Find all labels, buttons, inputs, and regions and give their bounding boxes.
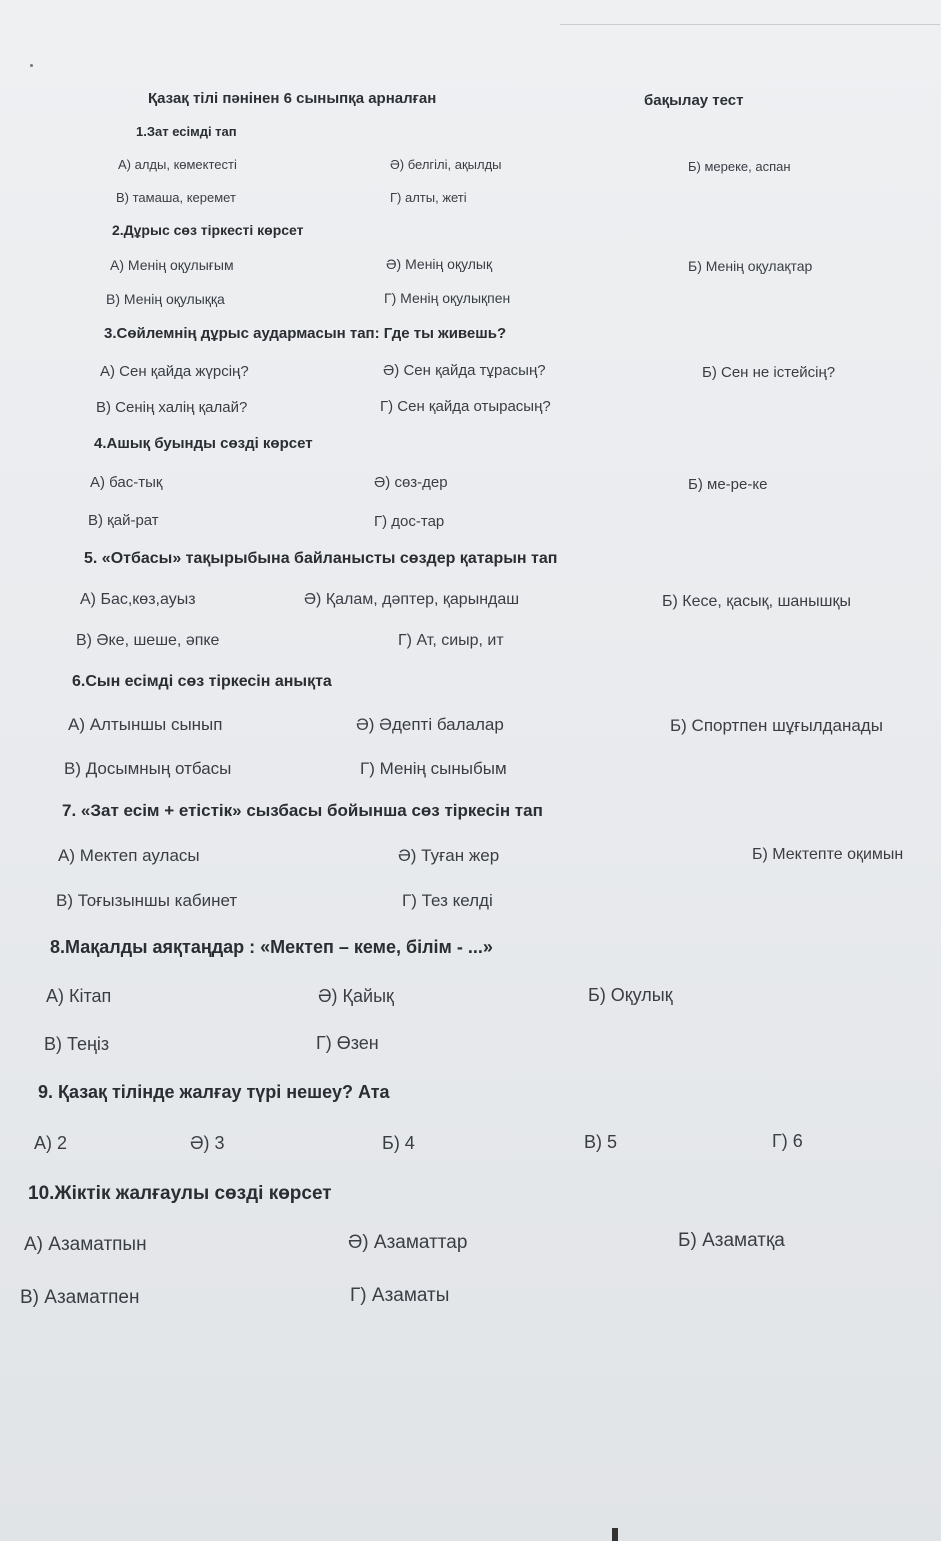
- question-4: 4.Ашық буынды сөзді көрсет: [94, 435, 313, 452]
- q5-option-v: В) Әке, шеше, әпке: [76, 632, 220, 649]
- question-5: 5. «Отбасы» тақырыбына байланысты сөздер қатарын тап: [84, 550, 558, 567]
- q6-option-v: В) Досымның отбасы: [64, 759, 232, 778]
- question-9: 9. Қазақ тілінде жалғау түрі нешеу? Ата: [38, 1082, 390, 1102]
- q10-option-v: В) Азаматпен: [20, 1287, 140, 1308]
- q3-option-a: А) Сен қайда жүрсің?: [100, 363, 249, 380]
- question-8: 8.Мақалды аяқтаңдар : «Мектеп – кеме, білім - ...»: [50, 937, 493, 957]
- q1-option-v: В) тамаша, керемет: [116, 190, 236, 205]
- question-2: 2.Дұрыс сөз тіркесті көрсет: [112, 222, 304, 238]
- q7-option-v: В) Тоғызыншы кабинет: [56, 891, 238, 910]
- q10-option-g: Г) Азаматы: [350, 1285, 450, 1306]
- q3-option-v: В) Сенің халің қалай?: [96, 399, 248, 416]
- q4-option-ae: Ә) сөз-дер: [374, 474, 448, 491]
- q3-option-g: Г) Сен қайда отырасың?: [380, 398, 551, 415]
- q8-option-g: Г) Өзен: [316, 1033, 379, 1053]
- q7-option-ae: Ә) Туған жер: [398, 846, 500, 865]
- page-edge-line: [560, 24, 940, 25]
- q4-option-g: Г) дос-тар: [374, 513, 445, 530]
- q9-option-v: В) 5: [584, 1132, 618, 1152]
- q8-option-b: Б) Оқулық: [588, 985, 673, 1005]
- q3-option-b: Б) Сен не істейсің?: [702, 364, 836, 381]
- q7-option-a: А) Мектеп ауласы: [58, 846, 200, 865]
- question-1: 1.Зат есімді тап: [136, 124, 237, 139]
- q6-option-a: А) Алтыншы сынып: [68, 715, 223, 734]
- q6-option-g: Г) Менің сыныбым: [360, 759, 507, 778]
- q2-option-ae: Ә) Менің оқулық: [386, 256, 493, 272]
- q1-option-a: А) алды, көмектесті: [118, 157, 237, 172]
- question-7: 7. «Зат есім + етістік» сызбасы бойынша сөз тіркесін тап: [62, 801, 543, 820]
- q5-option-a: А) Бас,көз,ауыз: [80, 591, 196, 608]
- q9-option-a: А) 2: [34, 1133, 68, 1153]
- q2-option-b: Б) Менің оқулақтар: [688, 258, 813, 274]
- title-subject: Қазақ тілі пәнінен 6 сыныпқа арналған: [148, 90, 437, 107]
- question-3: 3.Сөйлемнің дұрыс аудармасын тап: Где ты живешь?: [104, 325, 507, 342]
- q4-option-a: А) бас-тық: [90, 474, 163, 491]
- q4-option-b: Б) ме-ре-ке: [688, 476, 768, 493]
- staple-mark: [612, 1528, 618, 1541]
- q9-option-ae: Ә) 3: [190, 1133, 225, 1153]
- q7-option-g: Г) Тез келді: [402, 891, 493, 910]
- q3-option-ae: Ә) Сен қайда тұрасың?: [383, 362, 546, 379]
- q10-option-a: А) Азаматпын: [24, 1234, 147, 1255]
- q9-option-g: Г) 6: [772, 1131, 803, 1151]
- q9-option-b: Б) 4: [382, 1133, 415, 1153]
- q8-option-a: А) Кітап: [46, 986, 112, 1006]
- q5-option-ae: Ә) Қалам, дәптер, қарындаш: [304, 591, 520, 608]
- q10-option-ae: Ә) Азаматтар: [348, 1232, 468, 1253]
- q8-option-v: В) Теңіз: [44, 1034, 110, 1054]
- q7-option-b: Б) Мектепте оқимын: [752, 846, 904, 863]
- question-10: 10.Жіктік жалғаулы сөзді көрсет: [28, 1183, 332, 1204]
- q2-option-v: В) Менің оқулыққа: [106, 291, 225, 307]
- question-6: 6.Сын есімді сөз тіркесін анықта: [72, 673, 332, 690]
- q1-option-g: Г) алты, жеті: [390, 190, 467, 205]
- q5-option-g: Г) Ат, сиыр, ит: [398, 632, 504, 649]
- q1-option-ae: Ә) белгілі, ақылды: [390, 157, 502, 172]
- q6-option-b: Б) Спортпен шұғылданады: [670, 716, 883, 735]
- q6-option-ae: Ә) Әдепті балалар: [356, 715, 504, 734]
- q8-option-ae: Ә) Қайық: [318, 986, 394, 1006]
- q10-option-b: Б) Азаматқа: [678, 1230, 785, 1251]
- q2-option-g: Г) Менің оқулықпен: [384, 290, 511, 306]
- q4-option-v: В) қай-рат: [88, 512, 159, 529]
- q1-option-b: Б) мереке, аспан: [688, 159, 791, 174]
- q2-option-a: А) Менің оқулығым: [110, 257, 234, 273]
- speck-mark: [30, 64, 33, 67]
- title-test: бақылау тест: [644, 92, 744, 109]
- q5-option-b: Б) Кесе, қасық, шанышқы: [662, 593, 851, 610]
